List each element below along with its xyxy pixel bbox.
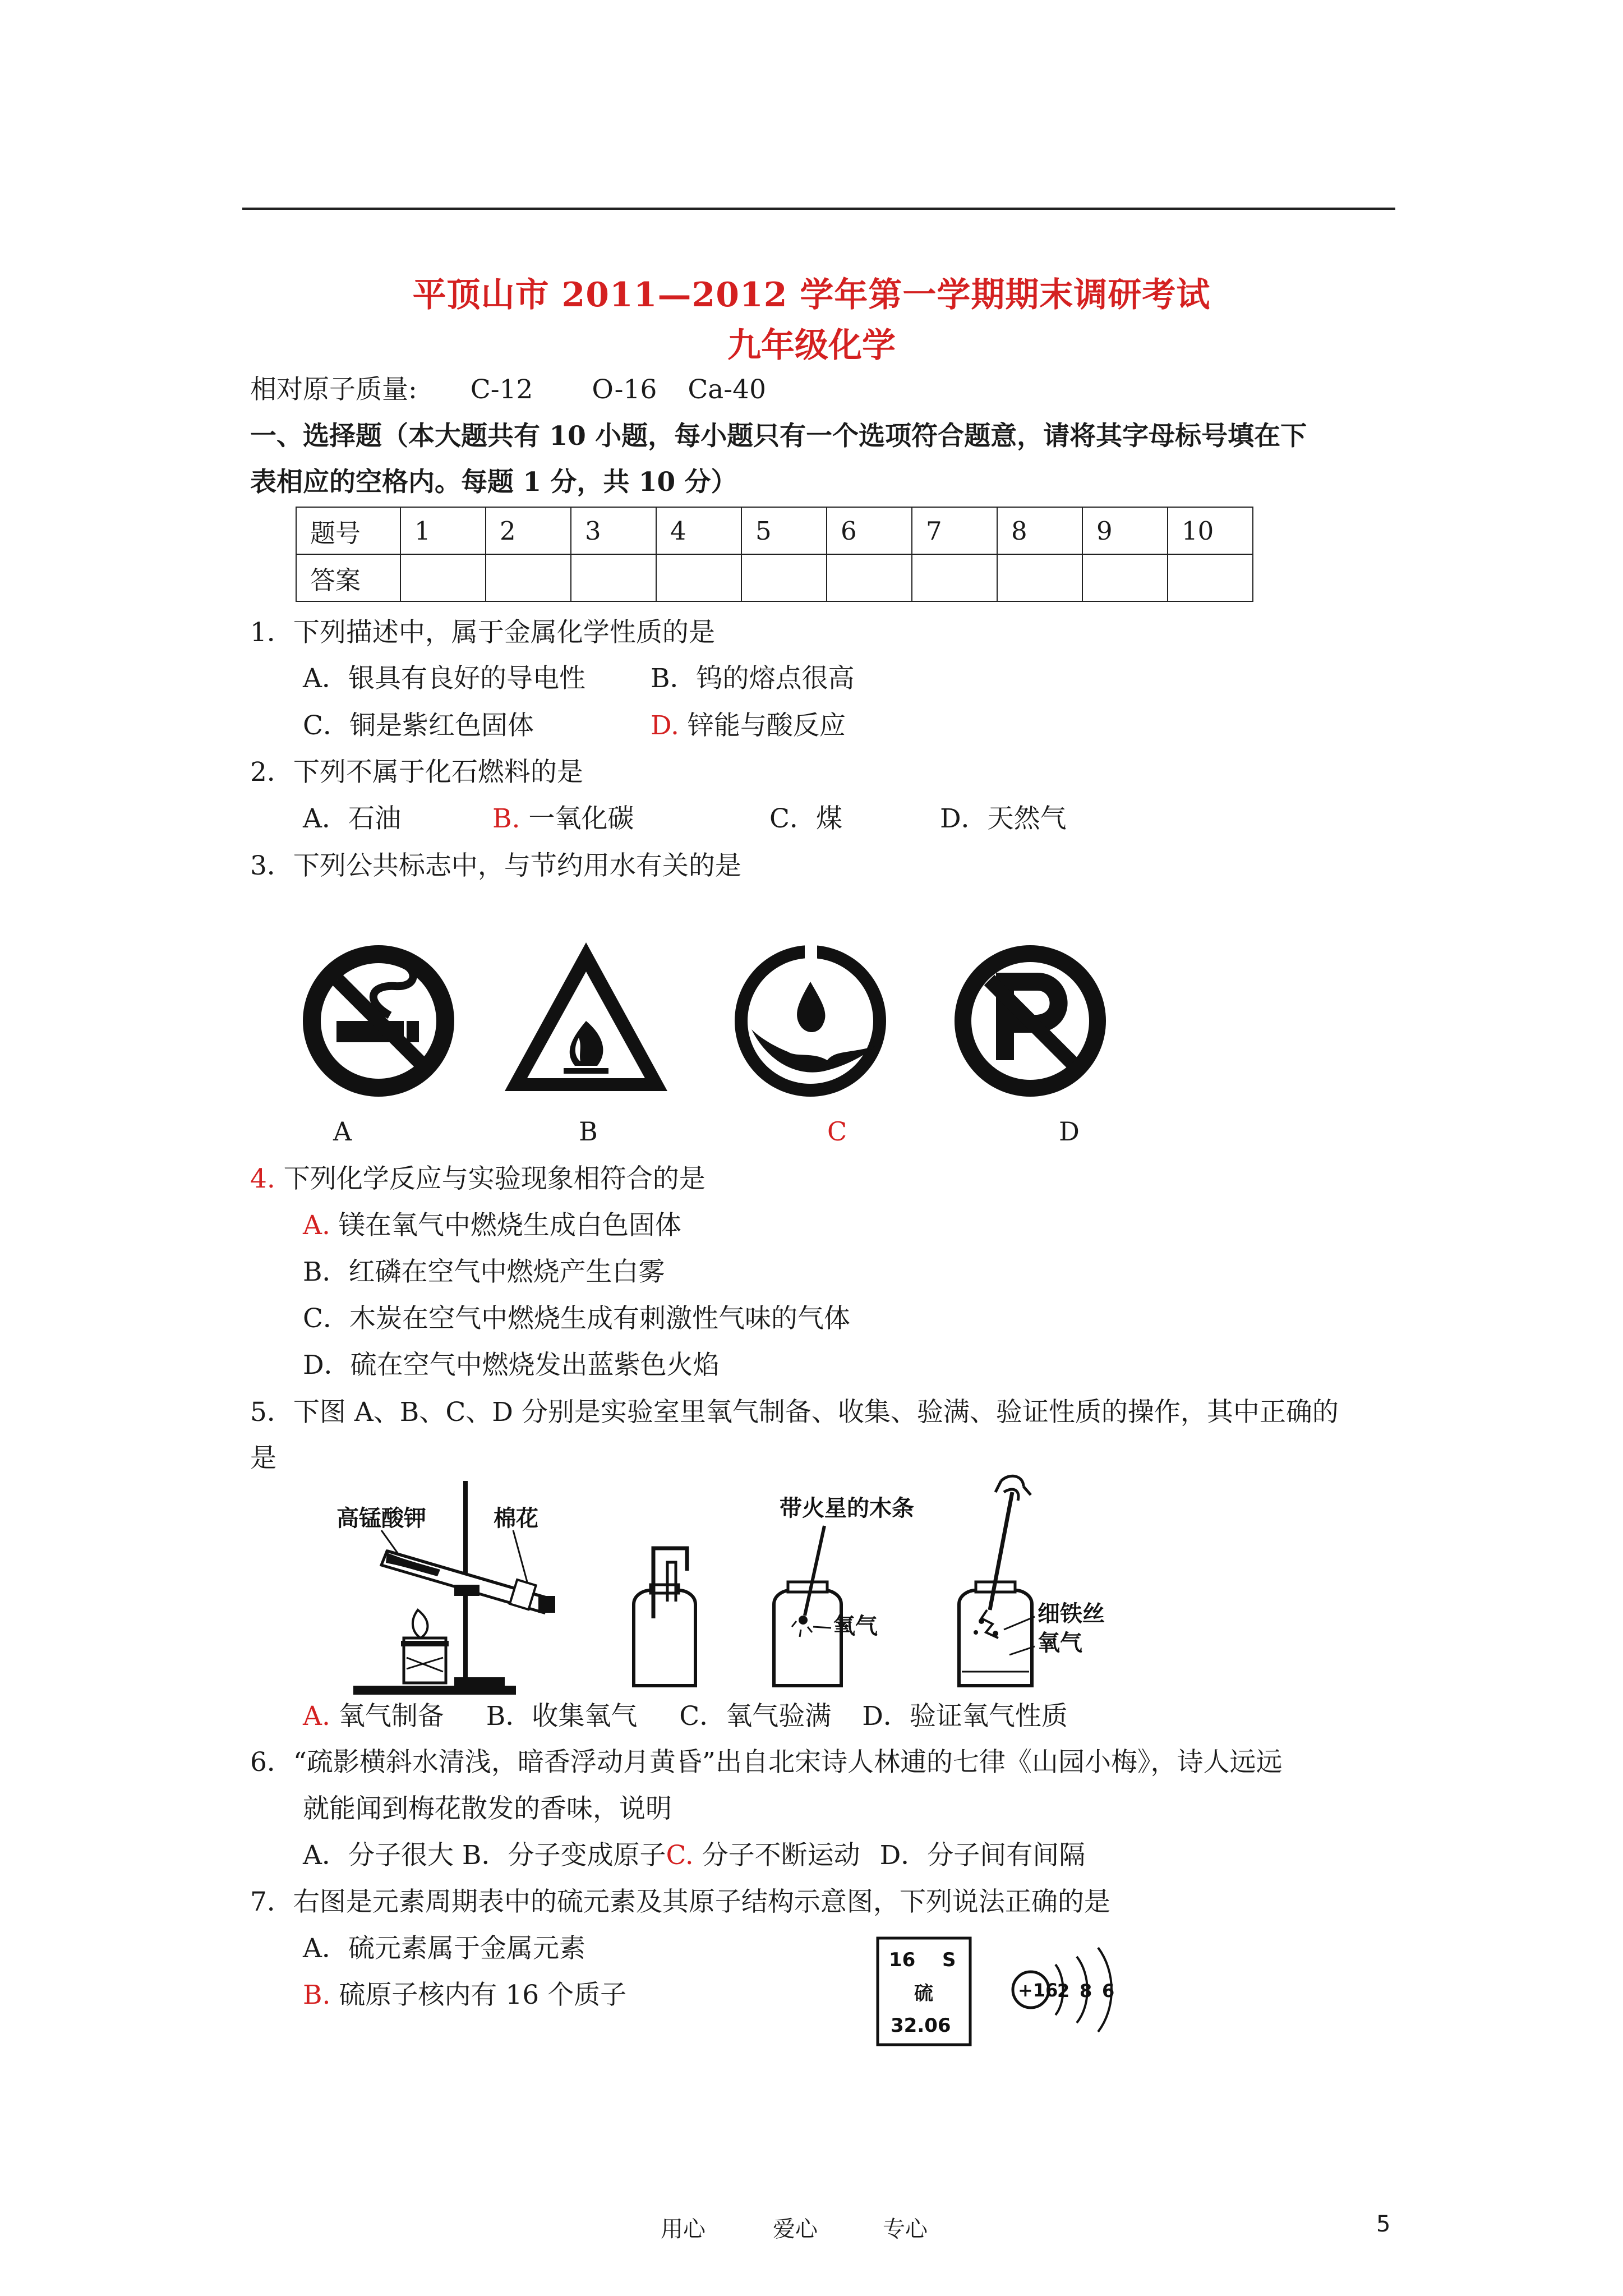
table-cell-number: 7 bbox=[912, 507, 997, 554]
exam-title: 平顶山市 2011—2012 学年第一学期期末调研考试 bbox=[412, 275, 1211, 315]
q6-stem-line1: 6．“疏影横斜水清浅，暗香浮动月黄昏”出自北宋诗人林逋的七律《山园小梅》，诗人远远 bbox=[250, 1747, 1283, 1778]
table-header-answer: 答案 bbox=[296, 554, 400, 601]
q5-stem-line1: 5．下图 A、B、C、D 分别是实验室里氧气制备、收集、验满、验证性质的操作，其中正确的 bbox=[250, 1397, 1339, 1428]
table-cell-number: 10 bbox=[1168, 507, 1253, 554]
answer-cell[interactable] bbox=[827, 554, 912, 601]
table-cell-number: 9 bbox=[1082, 507, 1168, 554]
header-rule bbox=[242, 208, 1395, 210]
answer-cell[interactable] bbox=[741, 554, 827, 601]
oxygen-test-bottle-icon bbox=[774, 1526, 841, 1686]
answer-cell[interactable] bbox=[486, 554, 571, 601]
table-cell-number: 6 bbox=[827, 507, 912, 554]
q6-option-a: A．分子很大 bbox=[303, 1840, 454, 1871]
page-number: 5 bbox=[1376, 2211, 1391, 2237]
q6-option-c: 分子不断运动 bbox=[693, 1840, 860, 1871]
sign-label-a: A bbox=[333, 1116, 352, 1147]
answer-table bbox=[296, 507, 1253, 602]
water-saving-sign-icon bbox=[735, 942, 886, 1097]
public-signs bbox=[292, 931, 1122, 1116]
q2-stem: 2．下列不属于化石燃料的是 bbox=[250, 757, 583, 788]
sign-label-c: C bbox=[827, 1116, 847, 1147]
q5-option-a-letter: A. bbox=[303, 1701, 330, 1732]
q1-option-b: B．钨的熔点很高 bbox=[651, 663, 855, 694]
atomic-masses: 相对原子质量: C-12 O-16 Ca-40 bbox=[250, 374, 766, 405]
q4-option-c: C．木炭在空气中燃烧生成有刺激性气味的气体 bbox=[303, 1303, 850, 1334]
q7-stem: 7．右图是元素周期表中的硫元素及其原子结构示意图，下列说法正确的是 bbox=[250, 1887, 1110, 1917]
q5-option-a: 氧气制备 bbox=[330, 1701, 444, 1732]
footer-word: 爱心 bbox=[773, 2216, 818, 2242]
table-cell-number: 1 bbox=[400, 507, 486, 554]
flammable-warning-sign-icon bbox=[505, 942, 667, 1091]
no-smoking-sign-icon bbox=[303, 945, 454, 1097]
q6-stem-line2: 就能闻到梅花散发的香味，说明 bbox=[303, 1793, 672, 1824]
section-heading-line1: 一、选择题（本大题共有 10 小题，每小题只有一个选项符合题意，请将其字母标号填在下 bbox=[250, 421, 1307, 452]
shell-electrons: 6 bbox=[1102, 1980, 1115, 2001]
q7-option-b: B. 硫原子核内有 16 个质子 bbox=[303, 1980, 627, 2010]
fig-label-wire: 细铁丝 bbox=[1038, 1601, 1105, 1627]
element-number: 16 bbox=[889, 1949, 916, 1971]
no-parking-sign-icon bbox=[955, 945, 1106, 1097]
q2-option-c: C．煤 bbox=[769, 803, 842, 834]
q2-option-b: B. 一氧化碳 bbox=[492, 803, 634, 834]
footer-word: 用心 bbox=[661, 2216, 706, 2242]
table-cell-number: 3 bbox=[571, 507, 656, 554]
answer-cell[interactable] bbox=[400, 554, 486, 601]
q1-option-c: C．铜是紫红色固体 bbox=[303, 710, 534, 741]
answer-cell[interactable] bbox=[656, 554, 741, 601]
atom-nucleus-charge: +16 bbox=[1018, 1980, 1058, 2001]
q5-option-b: B．收集氧气 bbox=[486, 1701, 638, 1732]
q2-option-d: D．天然气 bbox=[940, 803, 1067, 834]
q6-options bbox=[303, 1839, 1085, 1872]
iron-wire-burning-bottle-icon bbox=[959, 1476, 1032, 1686]
answer-cell[interactable] bbox=[1168, 554, 1253, 601]
oxygen-experiment-figures bbox=[336, 1470, 1133, 1700]
shell-electrons: 8 bbox=[1080, 1980, 1092, 2001]
exam-subtitle: 九年级化学 bbox=[727, 326, 896, 365]
q4-option-b: B．红磷在空气中燃烧产生白雾 bbox=[303, 1257, 665, 1287]
answer-cell[interactable] bbox=[997, 554, 1082, 601]
q5-option-d: D．验证氧气性质 bbox=[862, 1701, 1068, 1732]
q6-option-d: D．分子间有间隔 bbox=[879, 1840, 1086, 1871]
table-cell-number: 2 bbox=[486, 507, 571, 554]
element-name: 硫 bbox=[914, 1982, 933, 2005]
table-cell-number: 8 bbox=[997, 507, 1082, 554]
fig-label-oxygen: 氧气 bbox=[833, 1613, 878, 1639]
sign-label-d: D bbox=[1059, 1116, 1080, 1147]
answer-cell[interactable] bbox=[1082, 554, 1168, 601]
q3-stem: 3．下列公共标志中，与节约用水有关的是 bbox=[250, 850, 741, 881]
q5-stem-line2: 是 bbox=[250, 1443, 276, 1474]
q1-option-a: A．银具有良好的导电性 bbox=[303, 663, 585, 694]
q4-option-a: A. 镁在氧气中燃烧生成白色固体 bbox=[303, 1210, 681, 1241]
section-heading-line2: 表相应的空格内。每题 1 分，共 10 分） bbox=[250, 467, 737, 498]
table-cell-number: 5 bbox=[741, 507, 827, 554]
footer-word: 专心 bbox=[883, 2216, 928, 2242]
q6-option-b: B．分子变成原子 bbox=[462, 1840, 666, 1871]
q4-option-d: D．硫在空气中燃烧发出蓝紫色火焰 bbox=[303, 1350, 720, 1381]
fig-label-oxygen2: 氧气 bbox=[1038, 1630, 1082, 1656]
table-cell-number: 4 bbox=[656, 507, 741, 554]
answer-table-answer-row bbox=[296, 554, 1253, 601]
shell-electrons: 2 bbox=[1057, 1980, 1070, 2001]
answer-cell[interactable] bbox=[912, 554, 997, 601]
sign-label-b: B bbox=[579, 1116, 598, 1147]
q1-stem: 1．下列描述中，属于金属化学性质的是 bbox=[250, 617, 715, 648]
q6-option-c-letter: C. bbox=[666, 1840, 694, 1871]
q4-stem: 4. 下列化学反应与实验现象相符合的是 bbox=[250, 1163, 706, 1194]
q1-option-d-letter: D. bbox=[651, 710, 679, 741]
fig-label-splint: 带火星的木条 bbox=[780, 1496, 914, 1521]
sulfur-element-figure bbox=[875, 1935, 1155, 2064]
table-header-number: 题号 bbox=[296, 507, 400, 554]
element-mass: 32.06 bbox=[891, 2014, 951, 2037]
fig-label-kmno4: 高锰酸钾 bbox=[336, 1506, 426, 1531]
answer-cell[interactable] bbox=[571, 554, 656, 601]
element-symbol: S bbox=[942, 1949, 956, 1971]
q5-options bbox=[303, 1700, 1068, 1733]
q7-option-a: A．硫元素属于金属元素 bbox=[303, 1933, 585, 1964]
q2-option-a: A．石油 bbox=[303, 803, 401, 834]
q1-option-d: D. 锌能与酸反应 bbox=[651, 710, 846, 741]
answer-table-number-row bbox=[296, 507, 1253, 554]
fig-label-cotton: 棉花 bbox=[494, 1506, 538, 1531]
gas-collecting-bottle-icon bbox=[634, 1548, 695, 1686]
q5-option-c: C．氧气验满 bbox=[679, 1701, 832, 1732]
